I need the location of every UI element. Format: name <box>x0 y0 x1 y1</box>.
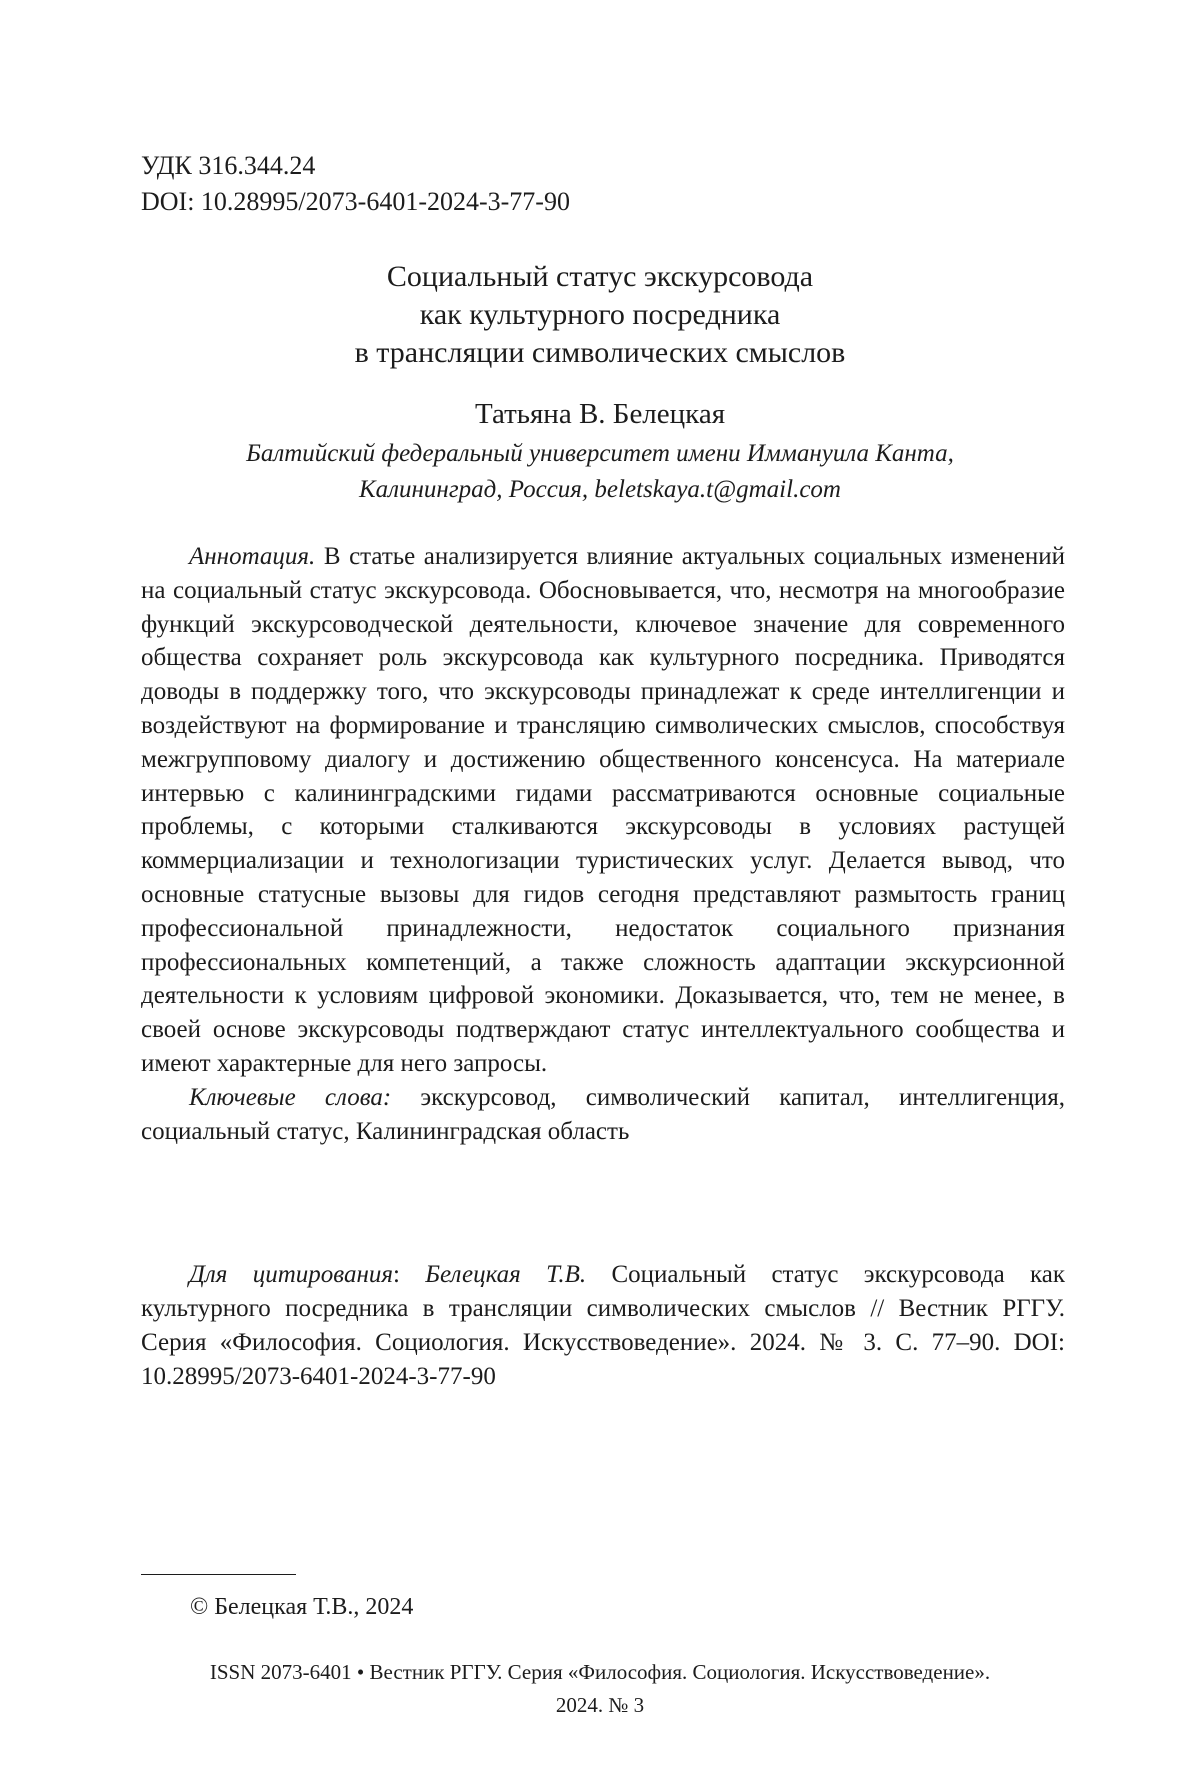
article-meta <box>141 148 570 220</box>
citation-label: Для цитирования <box>189 1261 393 1288</box>
abstract-label: Аннотация. <box>189 543 316 570</box>
article-title <box>140 258 1060 372</box>
footer-journal-line: ISSN 2073-6401 • Вестник РГГУ. Серия «Философия. Социология. Искусствоведение». <box>209 1660 991 1684</box>
author-name: Татьяна В. Белецкая <box>474 398 726 430</box>
author-affiliation <box>140 436 1060 508</box>
copyright-note: © Белецкая Т.В., 2024 <box>190 1594 414 1620</box>
citation-authors: Белецкая Т.В. <box>425 1261 587 1288</box>
doi-code: DOI: 10.28995/2073-6401-2024-3-77-90 <box>141 187 570 216</box>
abstract-section <box>141 540 1065 1148</box>
page-footer <box>100 1656 1100 1722</box>
footnote-divider <box>141 1574 296 1575</box>
title-line: Социальный статус экскурсовода <box>386 260 814 293</box>
footer-issue-line: 2024. № 3 <box>555 1693 645 1717</box>
citation-text: Социальный статус экскурсовода как культурного посредника в трансляции символических смыслов // Вестник РГГУ. Серия «Философия. Социология. Искусствоведение». 2024. № 3. С. 77–90. DOI: 10.28995/2073-6401-2024-3-77-90 <box>141 1261 1066 1390</box>
title-line: в трансляции символических смыслов <box>354 336 846 369</box>
keywords-paragraph <box>141 1081 1065 1149</box>
title-line: как культурного посредника <box>419 298 781 331</box>
abstract-paragraph <box>141 540 1065 1081</box>
keywords-label: Ключевые слова: <box>189 1083 392 1111</box>
keywords-text: экскурсовод, символический капитал, интеллигенция, социальный статус, Калининградская область <box>141 1083 1065 1145</box>
citation-section <box>141 1258 1065 1394</box>
citation-paragraph <box>141 1258 1065 1394</box>
affiliation-line: Балтийский федеральный университет имени Иммануила Канта, <box>246 440 954 467</box>
udk-code: УДК 316.344.24 <box>141 151 316 180</box>
citation-colon: : <box>393 1261 426 1288</box>
affiliation-line: Калининград, Россия, beletskaya.t@gmail.com <box>359 476 841 503</box>
abstract-text: В статье анализируется влияние актуальных социальных изменений на социальный статус экскурсовода. Обосновывается, что, несмотря на многообразие функций экскурсоводческой деятельности, ключевое значение для современного общества сохраняет роль экскурсовода как культурного посредника. Приводятся доводы в поддержку того, что экскурсоводы принадлежат к среде интеллигенции и воздействуют на формирование и трансляцию символических смыслов, способствуя межгрупповому диалогу и достижению общественного консенсуса. На материале интервью с калининградскими гидами рассматриваются основные социальные проблемы, с которыми сталкиваются экскурсоводы в условиях растущей коммерциализации и технологизации туристических услуг. Делается вывод, что основные статусные вызовы для гидов сегодня представляют размытость границ профессиональной принадлежности, недостаток социального признания профессиональных компетенций, а также сложность адаптации экскурсионной деятельности к условиям цифровой экономики. Доказывается, что, тем не менее, в своей основе экскурсоводы подтверждают статус интеллектуального сообщества и имеют характерные для него запросы. <box>141 543 1065 1077</box>
